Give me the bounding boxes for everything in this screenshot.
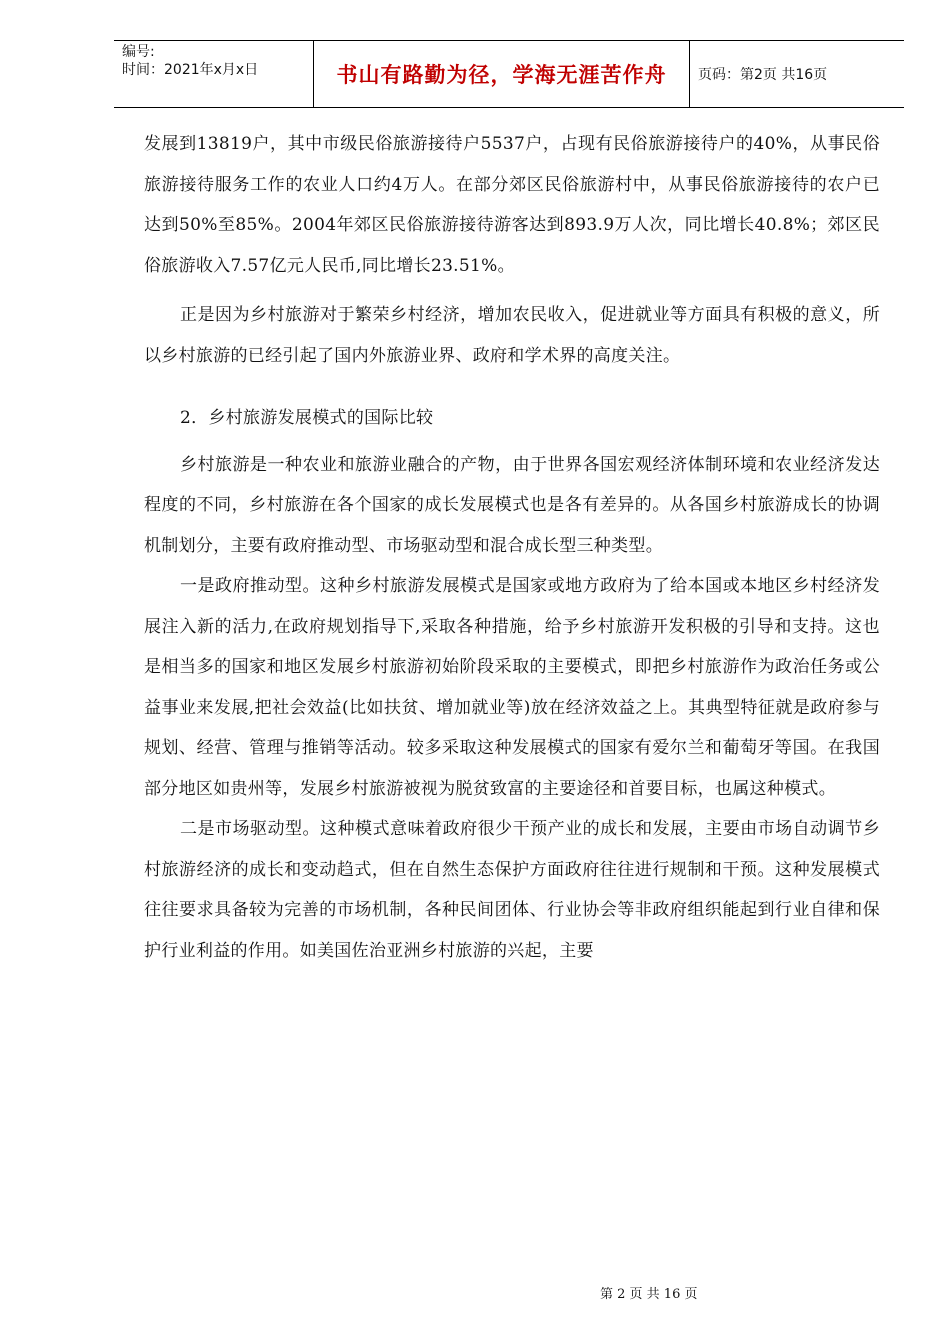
page-footer: 第 2 页 共 16 页 (600, 1287, 698, 1302)
header-meta (114, 41, 314, 107)
document-date: 时间：2021年x月x日 (122, 62, 259, 78)
paragraph-intro: 乡村旅游是一种农业和旅游业融合的产物，由于世界各国宏观经济体制环境和农业经济发达程度的不同，乡村旅游在各个国家的成长发展模式也是各有差异的。从各国乡村旅游成长的协调机制划分，主要有政府推动型、市场驱动型和混合成长型三种类型。 (144, 454, 880, 556)
header-page-info: 页码：第2页 共16页 (698, 67, 828, 83)
paragraph-statistics: 发展到13819户，其中市级民俗旅游接待户5537户，占现有民俗旅游接待户的40%，从事民俗旅游接待服务工作的农业人口约4万人。在部分郊区民俗旅游村中，从事民俗旅游接待的农户已达到50%至85%。2004年郊区民俗旅游接待游客达到893.9万人次，同比增长40.8%；郊区民俗旅游收入7.57亿元人民币,同比增长23.51%。 (144, 134, 880, 276)
document-body (144, 124, 880, 971)
paragraph-market-driven: 二是市场驱动型。这种模式意味着政府很少干预产业的成长和发展，主要由市场自动调节乡村旅游经济的成长和变动趋式，但在自然生态保护方面政府往往进行规制和干预。这种发展模式往往要求具备较为完善的市场机制，各种民间团体、行业协会等非政府组织能起到行业自律和保护行业利益的作用。如美国佐治亚洲乡村旅游的兴起，主要 (144, 819, 880, 961)
document-number: 编号: (122, 44, 155, 60)
page-header (114, 40, 904, 108)
section-heading: 2．乡村旅游发展模式的国际比较 (180, 408, 434, 428)
paragraph-government-driven: 一是政府推动型。这种乡村旅游发展模式是国家或地方政府为了给本国或本地区乡村经济发展注入新的活力,在政府规划指导下,采取各种措施，给予乡村旅游开发积极的引导和支持。这也是相当多的国家和地区发展乡村旅游初始阶段采取的主要模式，即把乡村旅游作为政治任务或公益事业来发展,把社会效益(比如扶贫、增加就业等)放在经济效益之上。其典型特征就是政府参与规划、经营、管理与推销等活动。较多采取这种发展模式的国家有爱尔兰和葡萄牙等国。在我国部分地区如贵州等，发展乡村旅游被视为脱贫致富的主要途径和首要目标，也属这种模式。 (144, 576, 880, 799)
paragraph-significance: 正是因为乡村旅游对于繁荣乡村经济，增加农民收入，促进就业等方面具有积极的意义，所以乡村旅游的已经引起了国内外旅游业界、政府和学术界的高度关注。 (144, 305, 880, 366)
header-motto: 书山有路勤为径，学海无涯苦作舟 (314, 41, 690, 107)
